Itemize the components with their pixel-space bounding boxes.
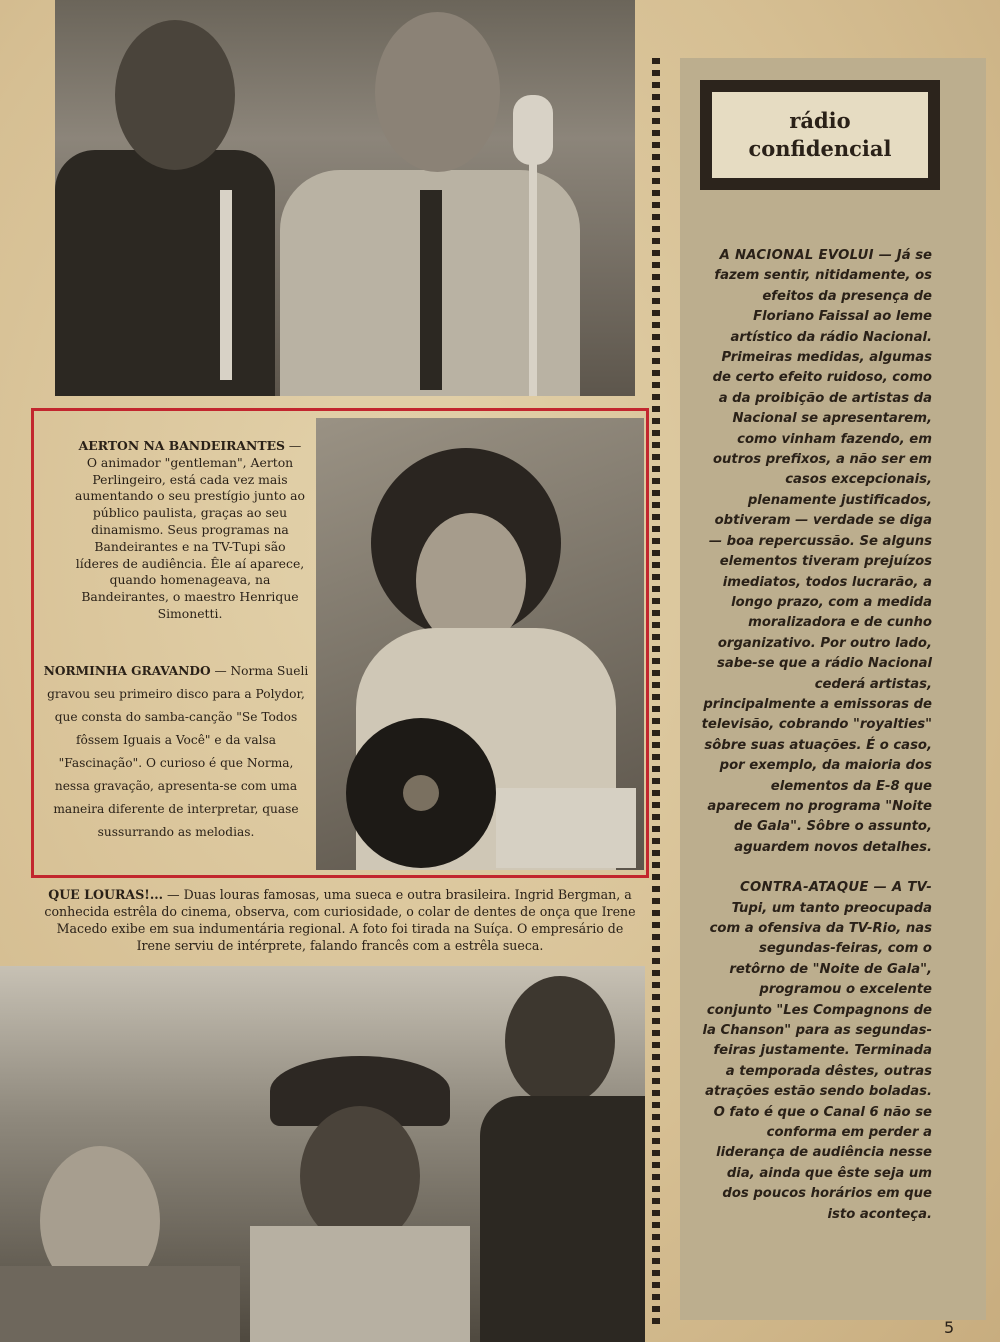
caption-louras	[40, 886, 640, 954]
section-badge	[700, 80, 940, 190]
article-nacional	[700, 246, 932, 858]
photo-aerton-perlingeiro	[55, 0, 635, 396]
article-nacional-body: Já se fazem sentir, nitidamente, os efeitos da presença de Floriano Faissal ao leme artístico da rádio Nacional. Primeiras medidas, algumas de certo efeito ruidoso, como a da proibição de artistas da Nacional se apresentarem, como vinham fazendo, em outros prefixos, a não ser em casos excepcionais, plenamente justificados, obtiveram — verdade se diga — boa repercussão. Se alguns elementos tiveram prejuízos imediatos, todos lucrarão, a longo prazo, com a medida moralizadora e de cunho organizativo. Por outro lado, sabe-se que a rádio Nacional cederá artistas, principalmente a emissoras de televisão, cobrando "royalties" sôbre suas atuações. É o caso, por exemplo, da maioria dos elementos da E-8 que aparecem no programa "Noite de Gala". Sôbre o assunto, aguardem novos detalhes.	[701, 248, 932, 855]
caption-aerton-lead: AERTON NA BANDEIRANTES	[78, 438, 285, 453]
article-contra-ataque	[700, 878, 932, 1225]
column-text	[700, 246, 932, 1245]
caption-norminha-body: — Norma Sueli gravou seu primeiro disco para a Polydor, que consta do samba-canção "Se Todos fôssem Iguais a Você" e da valsa "Fascinação". O curioso é que Norma, nessa gravação, apresenta-se com uma maneira diferente de interpretar, quase sussurrando as melodias.	[47, 664, 309, 839]
caption-louras-lead: QUE LOURAS!...	[48, 887, 163, 902]
badge-title-line2: confidencial	[748, 136, 892, 161]
caption-aerton-body: — O animador "gentleman", Aerton Perlingeiro, está cada vez mais aumentando o seu prestígio junto ao público paulista, graças ao seu dinamismo. Seus programas na Bandeirantes e na TV-Tupi são líderes de audiência. Êle aí aparece, quando homenageava, na Bandeirantes, o maestro Henrique Simonetti.	[75, 438, 305, 621]
article-nacional-lead: A NACIONAL EVOLUI —	[719, 248, 893, 263]
article-contra-body: Tupi, um tanto preocupada com a ofensiva da TV-Rio, nas segundas-feiras, com o retôrno de "Noite de Gala", programou o excelente conjunto "Les Compagnons de la Chanson" para as segundas-feiras justamente. Terminada a temporada dêstes, outras atrações estão sendo boladas. O fato é que o Canal 6 não se conforma em perder a liderança de audiência nesse dia, ainda que êste seja um dos poucos horários em que isto aconteça.	[702, 900, 932, 1222]
caption-louras-body: — Duas louras famosas, uma sueca e outra brasileira. Ingrid Bergman, a conhecida estrêla do cinema, observa, com curiosidade, o colar de dentes de onça que Irene Macedo exibe em sua indumentária regional. A foto foi tirada na Suíça. O empresário de Irene serviu de intérprete, falando francês com a estrêla sueca.	[44, 887, 636, 953]
badge-title-line1: rádio	[789, 108, 851, 133]
column-separator	[652, 58, 660, 1328]
caption-norminha-lead: NORMINHA GRAVANDO	[43, 664, 211, 678]
photo-ingrid-bergman-irene-macedo	[0, 966, 645, 1342]
highlight-box	[31, 408, 649, 878]
page-number: 5	[944, 1318, 955, 1337]
article-contra-lead: CONTRA-ATAQUE — A TV-	[740, 880, 932, 896]
